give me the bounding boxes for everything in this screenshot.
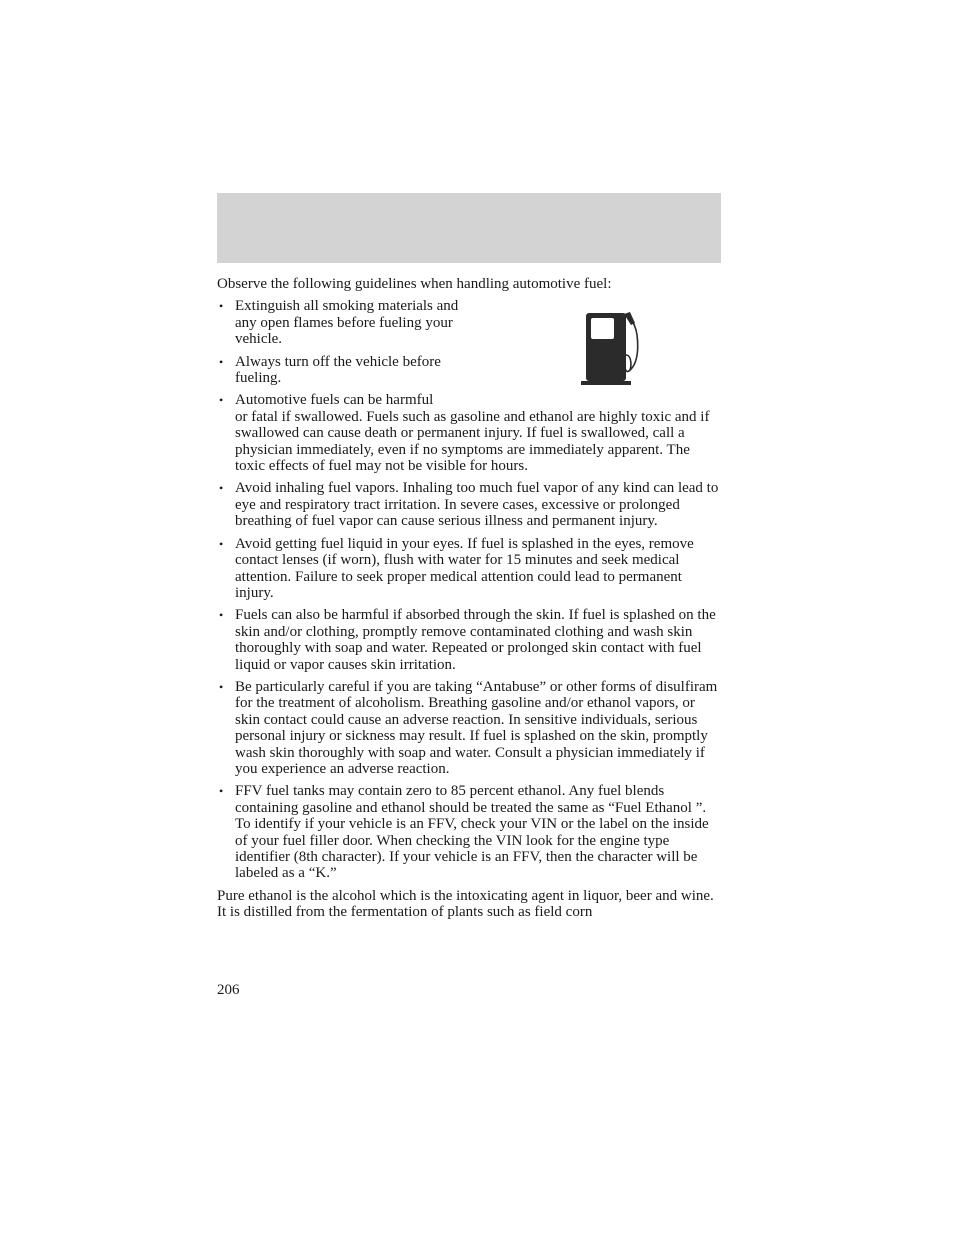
fuel-handling-guidelines (217, 276, 722, 921)
list-item: • Avoid getting fuel liquid in your eyes. If fuel is splashed in the eyes, remove contact lenses (if worn), flush with water for 15 minutes and seek medical attention. Failure to seek proper medical attention could lead to permanent injury. (217, 536, 722, 602)
page-number: 206 (217, 982, 240, 998)
list-item: • Fuels can also be harmful if absorbed through the skin. If fuel is splashed on the skin and/or clothing, promptly remove contaminated clothing and wash skin thoroughly with soap and water. Repeated or prolonged skin contact with fuel liquid or vapor causes skin irritation. (217, 607, 722, 673)
intro-text: Observe the following guidelines when handling automotive fuel: (217, 276, 612, 292)
list-item: • Automotive fuels can be harmful (217, 392, 722, 408)
list-item: • Be particularly careful if you are taking “Antabuse” or other forms of disulfiram for the treatment of alcoholism. Breathing gasoline and/or ethanol vapors, or skin contact could cause an adverse reaction. In sensitive individuals, serious personal injury or sickness may result. If fuel is splashed on the skin, promptly wash skin thoroughly with soap and water. Consult a physician immediately if you experience an adverse reaction. (217, 679, 722, 777)
list-item: • FFV fuel tanks may contain zero to 85 percent ethanol. Any fuel blends containing gasoline and ethanol should be treated the same as “Fuel Ethanol ”. To identify if your vehicle is an FFV, check your VIN or the label on the inside of your fuel filler door. When checking the VIN look for the engine type identifier (8th character). If your vehicle is an FFV, then the character will be labeled as a “K.” (217, 783, 722, 881)
list-item-continuation (217, 409, 722, 475)
trailing-paragraph: Pure ethanol is the alcohol which is the intoxicating agent in liquor, beer and wine. It is distilled from the fermentation of plants such as field corn (217, 887, 714, 921)
list-item: • Avoid inhaling fuel vapors. Inhaling too much fuel vapor of any kind can lead to eye and respiratory tract irritation. In severe cases, excessive or prolonged breathing of fuel vapor can cause serious illness and permanent injury. (217, 480, 722, 529)
list-item-continuation-text: or fatal if swallowed. Fuels such as gasoline and ethanol are highly toxic and if swallowed can cause death or permanent injury. If fuel is swallowed, call a physician immediately, even if no symptoms are immediately apparent. The toxic effects of fuel may not be visible for hours. (235, 408, 710, 475)
guidelines-list (217, 298, 722, 881)
section-header-band (217, 193, 721, 263)
list-item: • Extinguish all smoking materials and any open flames before fueling your vehicle. (217, 298, 480, 347)
list-item: • Always turn off the vehicle before fueling. (217, 354, 480, 387)
